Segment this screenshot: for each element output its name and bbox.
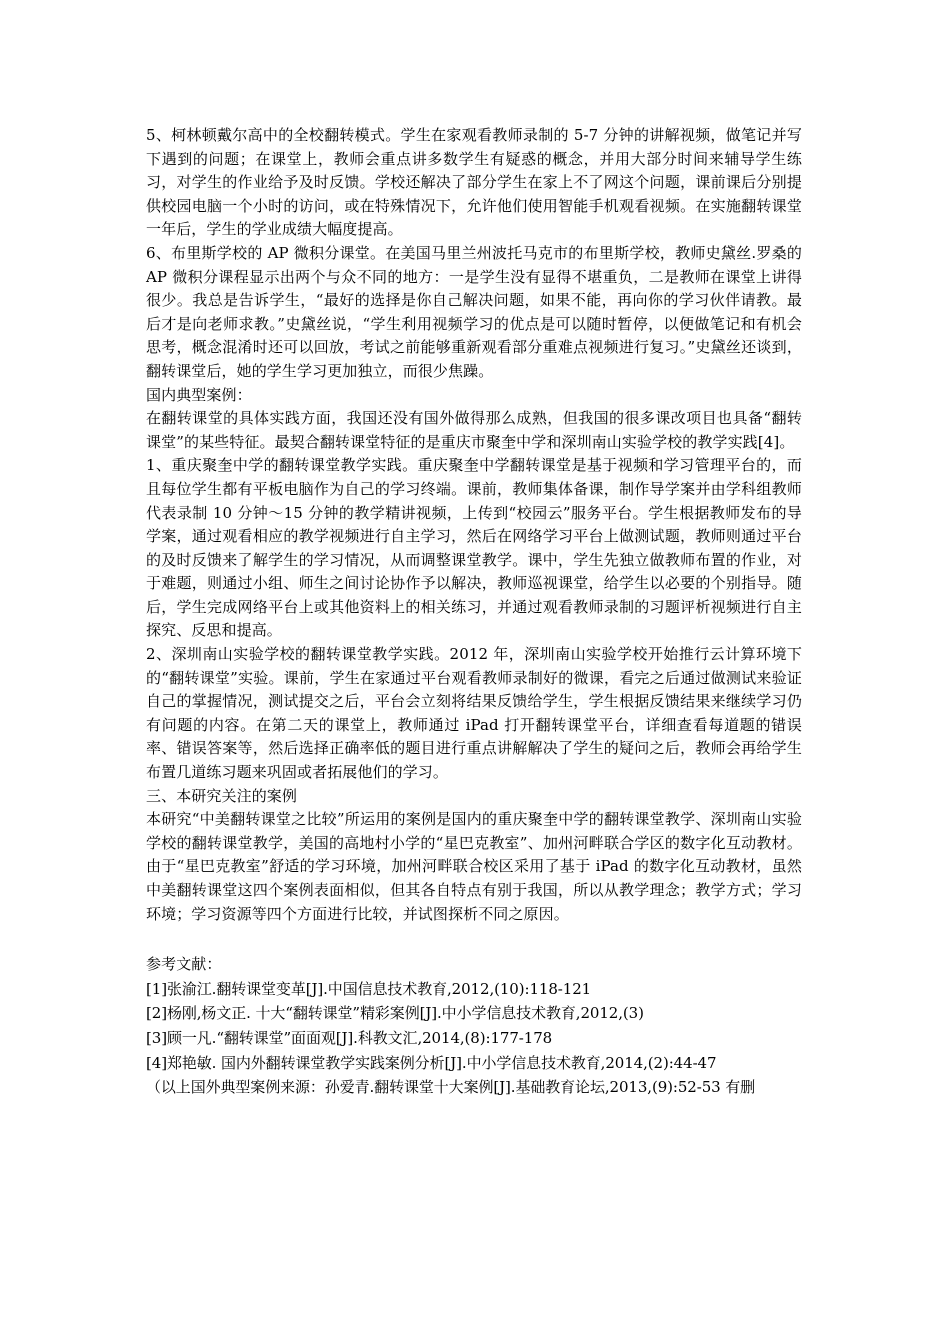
body-paragraph: 1、重庆聚奎中学的翻转课堂教学实践。重庆聚奎中学翻转课堂是基于视频和学习管理平台的，而且每位学生都有平板电脑作为自己的学习终端。课前，教师集体备课，制作导学案并由学科组教师代表录制 10 分钟～15 分钟的教学精讲视频，上传到“校园云”服务平台。学生根据教师发布的导学案，通过观看相应的教学视频进行自主学习，然后在网络学习平台上做测试题，教师则通过平台的及时反馈来了解学生的学习情况，从而调整课堂教学。课中，学生先独立做教师布置的作业，对于难题，则通过小组、师生之间讨论协作予以解决，教师巡视课堂，给学生以必要的个别指导。随后，学生完成网络平台上或其他资料上的相关练习，并通过观看教师录制的习题评析视频进行自主探究、反思和提高。 xyxy=(146,456,802,640)
body-paragraph: 2、深圳南山实验学校的翻转课堂教学实践。2012 年，深圳南山实验学校开始推行云计算环境下的“翻转课堂”实验。课前，学生在家通过平台观看教师录制好的微课，看完之后通过做测试来验证自己的掌握情况，测试提交之后，平台会立刻将结果反馈给学生，学生根据反馈结果来继续学习仍有问题的内容。在第二天的课堂上，教师通过 iPad 打开翻转课堂平台，详细查看每道题的错误率、错误答案等，然后选择正确率低的题目进行重点讲解解决了学生的疑问之后，教师会再给学生布置几道练习题来巩固或者拓展他们的学习。 xyxy=(146,645,802,782)
body-paragraph: 本研究“中美翻转课堂之比较”所运用的案例是国内的重庆聚奎中学的翻转课堂教学、深圳南山实验学校的翻转课堂教学，美国的高地村小学的“星巴克教室”、加州河畔联合学区的数字化互动教材。由于“星巴克教室”舒适的学习环境，加州河畔联合校区采用了基于 iPad 的数字化互动教材，虽然中美翻转课堂这四个案例表面相似，但其各自特点有别于我国，所以从教学理念；教学方式；学习环境；学习资源等四个方面进行比较，并试图探析不同之原因。 xyxy=(146,810,802,923)
blank-line xyxy=(146,926,802,953)
body-paragraph: 在翻转课堂的具体实践方面，我国还没有国外做得那么成熟，但我国的很多课改项目也具备“翻转课堂”的某些特征。最契合翻转课堂特征的是重庆市聚奎中学和深圳南山实验学校的教学实践[4]。 xyxy=(146,409,802,451)
section-heading: 三、本研究关注的案例 xyxy=(146,786,298,805)
reference-item: [1]张渝江.翻转课堂变革[J].中国信息技术教育,2012,(10):118-121 xyxy=(146,979,592,998)
reference-item: [4]郑艳敏. 国内外翻转课堂教学实践案例分析[J].中小学信息技术教育,2014,(2):44-47 xyxy=(146,1053,717,1072)
references-title: 参考文献： xyxy=(146,955,222,974)
document-page xyxy=(146,124,802,1100)
section-heading: 国内典型案例： xyxy=(146,385,252,404)
body-paragraph: 6、布里斯学校的 AP 微积分课堂。在美国马里兰州波托马克市的布里斯学校，教师史黛丝.罗桑的 AP 微积分课程显示出两个与众不同的地方：一是学生没有显得不堪重负，二是教师在课堂上讲得很少。我总是告诉学生，“最好的选择是你自己解决问题，如果不能，再向你的学习伙伴请教。最后才是向老师求教。”史黛丝说，“学生利用视频学习的优点是可以随时暂停，以便做笔记和有机会思考，概念混淆时还可以回放，考试之前能够重新观看部分重难点视频进行复习。”史黛丝还谈到，翻转课堂后，她的学生学习更加独立，而很少焦躁。 xyxy=(146,243,802,380)
reference-item: [2]杨刚,杨文正. 十大“翻转课堂”精彩案例[J].中小学信息技术教育,2012,(3) xyxy=(146,1004,644,1023)
body-paragraph: 5、柯林顿戴尔高中的全校翻转模式。学生在家观看教师录制的 5-7 分钟的讲解视频，做笔记并写下遇到的问题；在课堂上，教师会重点讲多数学生有疑惑的概念，并用大部分时间来辅导学生练习，对学生的作业给予及时反馈。学校还解决了部分学生在家上不了网这个问题，课前课后分别提供校园电脑一个小时的访问，或在特殊情况下，允许他们使用智能手机观看视频。在实施翻转课堂一年后，学生的学业成绩大幅度提高。 xyxy=(146,126,802,239)
reference-item: （以上国外典型案例来源：孙爱青.翻转课堂十大案例[J].基础教育论坛,2013,(9):52-53 有删 xyxy=(146,1078,756,1097)
reference-item: [3]顾一凡.“翻转课堂”面面观[J].科教文汇,2014,(8):177-178 xyxy=(146,1028,553,1047)
